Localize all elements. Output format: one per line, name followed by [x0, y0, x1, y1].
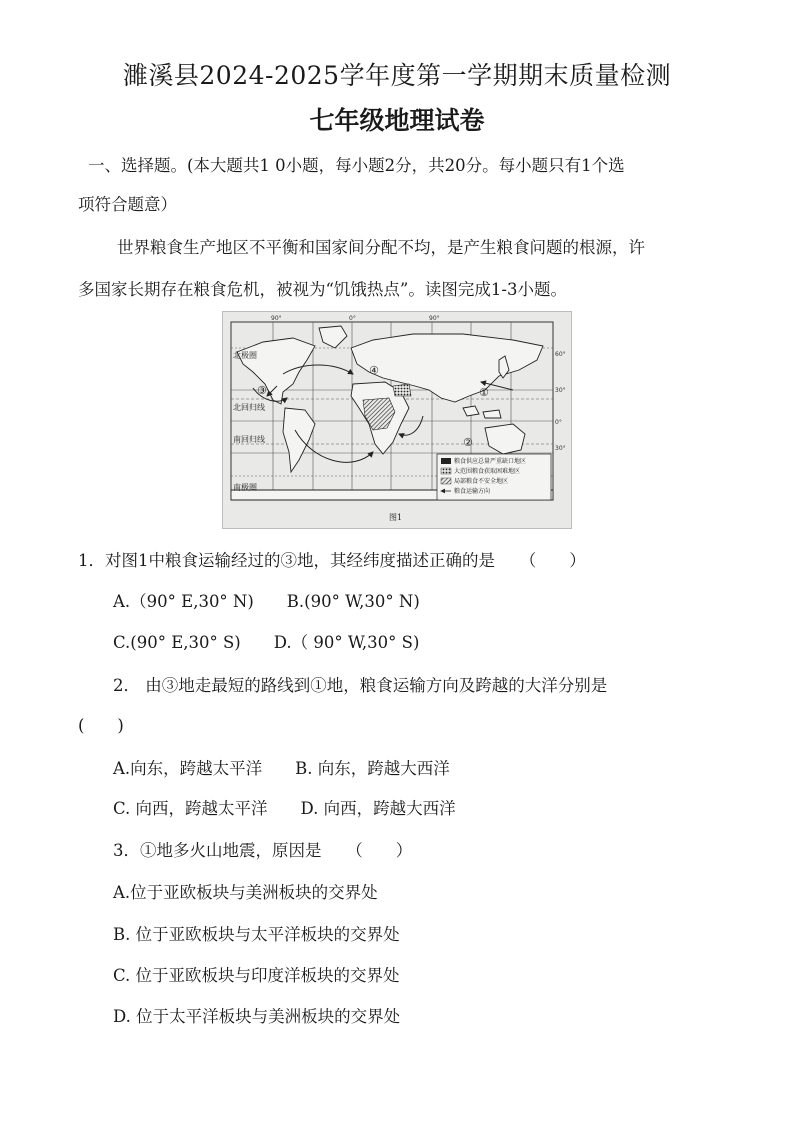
question-3-option-d: D. 位于太平洋板块与美洲板块的交界处 — [113, 1007, 401, 1026]
section-heading: 一、选择题。(本大题共1 0小题，每小题2分，共20分。每小题只有1个选 — [88, 156, 625, 175]
world-food-map-figure — [222, 311, 572, 529]
top-axis-label: 0° — [349, 315, 356, 322]
top-axis-label: 90° — [429, 315, 440, 322]
exam-title: 濉溪县2024-2025学年度第一学期期末质量检测 — [122, 61, 672, 90]
question-3-option-a: A.位于亚欧板块与美洲板块的交界处 — [113, 883, 378, 902]
question-2-options-row1: A.向东，跨越太平洋 B. 向东，跨越大西洋 — [113, 759, 450, 778]
marker-4: ④ — [369, 364, 379, 377]
right-axis-label: 0° — [555, 419, 562, 426]
marker-2: ② — [463, 436, 473, 449]
figure-caption: 图1 — [389, 513, 403, 522]
marker-1: ① — [479, 386, 489, 399]
legend-item: 大范围粮食获取困难地区 — [454, 468, 521, 475]
question-2-stem: 2． 由③地走最短的路线到①地，粮食运输方向及跨越的大洋分别是 — [113, 676, 608, 695]
legend-item: 粮食供应总量严重缺口地区 — [454, 458, 527, 465]
right-axis-label: 30° — [555, 387, 566, 394]
top-axis-label: 90° — [271, 315, 282, 322]
section-heading-cont: 项符合题意） — [78, 195, 177, 214]
right-axis-label: 60° — [555, 351, 566, 358]
map-legend — [437, 454, 551, 500]
question-1-stem: 1．对图1中粮食运输经过的③地，其经纬度描述正确的是 （ ） — [78, 551, 586, 570]
question-1-options-row1: A.（90° E,30° N) B.(90° W,30° N) — [113, 592, 420, 611]
legend-item: 局部粮食不安全地区 — [454, 478, 509, 485]
tropic-of-cancer-label: 北回归线 — [233, 403, 265, 412]
exam-subtitle: 七年级地理试卷 — [309, 106, 485, 135]
marker-3: ③ — [257, 384, 267, 397]
antarctic-circle-label: 南极圈 — [233, 483, 257, 492]
arctic-circle-label: 北极圈 — [233, 351, 257, 360]
question-3-option-c: C. 位于亚欧板块与印度洋板块的交界处 — [113, 966, 400, 985]
right-axis-label: 30° — [555, 445, 566, 452]
question-2-stem-cont: ( ) — [78, 716, 124, 735]
question-1-options-row2: C.(90° E,30° S) D.（ 90° W,30° S) — [113, 633, 420, 652]
intro-paragraph-line1: 世界粮食生产地区不平衡和国家间分配不均，是产生粮食问题的根源，许 — [117, 238, 645, 257]
question-3-option-b: B. 位于亚欧板块与太平洋板块的交界处 — [113, 925, 400, 944]
tropic-of-capricorn-label: 南回归线 — [233, 435, 265, 444]
question-3-stem: 3．①地多火山地震，原因是 （ ） — [113, 841, 413, 860]
legend-item: 粮食运输方向 — [454, 488, 491, 495]
intro-paragraph-line2: 多国家长期存在粮食危机，被视为“饥饿热点”。读图完成1-3小题。 — [78, 280, 567, 299]
question-2-options-row2: C. 向西，跨越太平洋 D. 向西，跨越大西洋 — [113, 799, 456, 818]
